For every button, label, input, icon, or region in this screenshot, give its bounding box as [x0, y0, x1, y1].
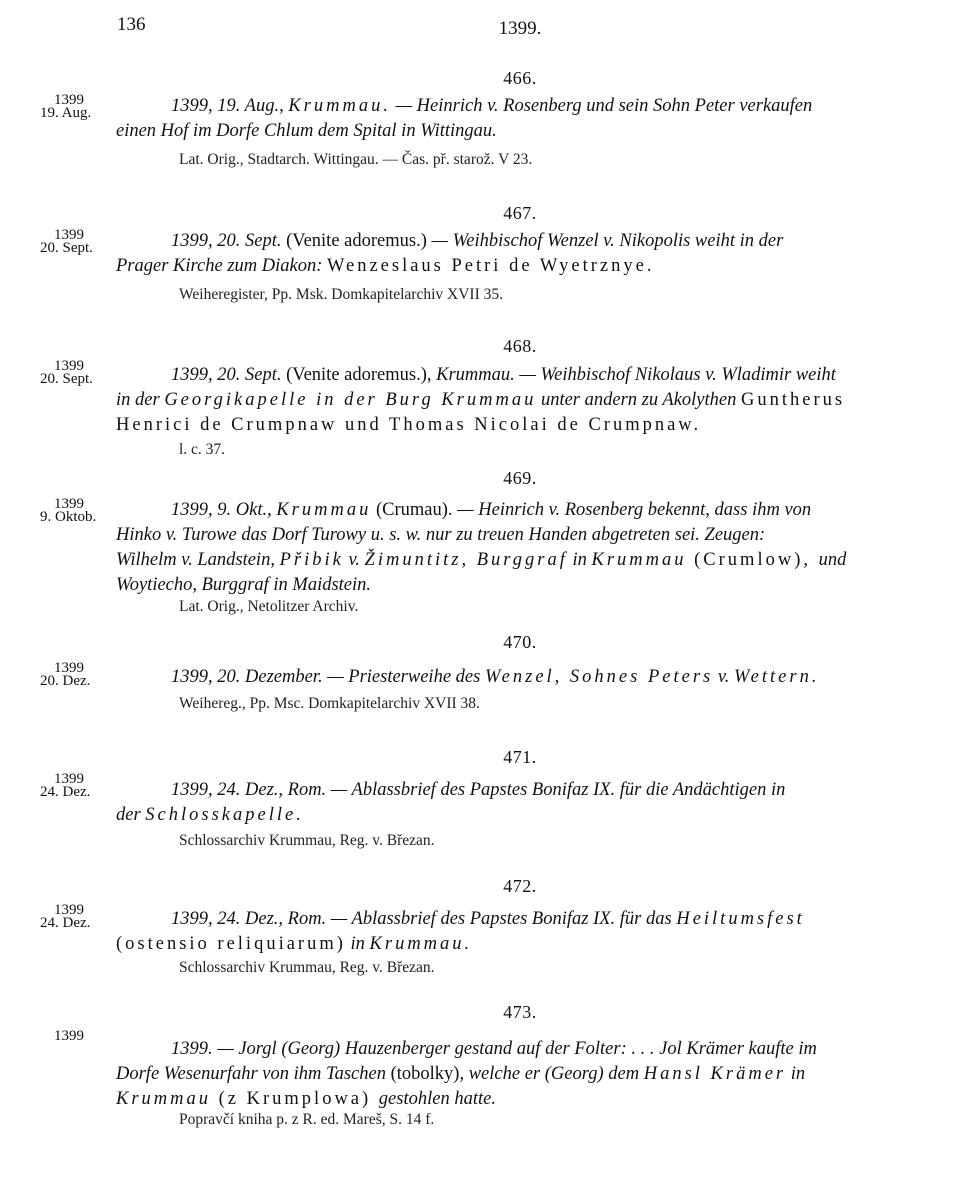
- body-line: 1399, 20. Dezember. — Priesterweihe des Wenzel, Sohnes Peters v. Wettern.: [171, 667, 820, 687]
- body-line: 1399, 20. Sept. (Venite adoremus.), Krummau. — Weihbischof Nikolaus v. Wladimir weiht: [171, 365, 836, 385]
- source-citation: Lat. Orig., Netolitzer Archiv.: [179, 598, 359, 615]
- margin-year: 1399: [54, 227, 84, 243]
- source-citation: Popravčí kniha p. z R. ed. Mareš, S. 14 f.: [179, 1111, 435, 1128]
- body-line: einen Hof im Dorfe Chlum dem Spital in Wittingau.: [116, 121, 497, 141]
- source-citation: Lat. Orig., Stadtarch. Wittingau. — Čas. př. starož. V 23.: [179, 151, 533, 168]
- body-line: Woytiecho, Burggraf in Maidstein.: [116, 575, 372, 595]
- body-line: Henrici de Crumpnaw und Thomas Nicolai de Crumpnaw.: [116, 415, 702, 435]
- body-line: Dorfe Wesenurfahr von ihm Taschen (tobolky), welche er (Georg) dem Hansl Krämer in: [116, 1064, 806, 1084]
- margin-date: [36, 1030, 108, 1043]
- entry-number: 472.: [503, 876, 537, 896]
- margin-date: [36, 229, 108, 255]
- margin-date: [36, 662, 108, 688]
- body-line: Wilhelm v. Landstein, Přibik v. Žimuntitz, Burggraf in Krummau (Crumlow), und: [116, 550, 847, 570]
- body-line: der Schlosskapelle.: [116, 805, 304, 825]
- entry-number: 467.: [503, 203, 537, 223]
- margin-date: [36, 94, 108, 120]
- margin-day: 24. Dez.: [40, 784, 91, 800]
- margin-date: [36, 498, 108, 524]
- margin-year: 1399: [54, 496, 84, 512]
- page-year-heading: 1399.: [498, 18, 542, 39]
- source-citation: l. c. 37.: [179, 441, 226, 458]
- body-line: Prager Kirche zum Diakon: Wenzeslaus Petri de Wyetrznye.: [116, 256, 655, 276]
- margin-year: 1399: [54, 660, 84, 676]
- source-citation: Schlossarchiv Krummau, Reg. v. Březan.: [179, 959, 435, 976]
- body-line: (ostensio reliquiarum) in Krummau.: [116, 934, 473, 954]
- entry-number: 471.: [503, 747, 537, 767]
- body-line: Krummau (z Krumplowa) gestohlen hatte.: [116, 1089, 496, 1109]
- margin-date: [36, 773, 108, 799]
- body-line: in der Georgikapelle in der Burg Krummau unter andern zu Akolythen Guntherus: [116, 390, 846, 410]
- margin-year: 1399: [54, 771, 84, 787]
- body-line: 1399, 20. Sept. (Venite adoremus.) — Weihbischof Wenzel v. Nikopolis weiht in der: [171, 231, 784, 251]
- body-line: 1399, 24. Dez., Rom. — Ablassbrief des Papstes Bonifaz IX. für das Heiltumsfest: [171, 909, 805, 929]
- source-citation: Weihereg., Pp. Msc. Domkapitelarchiv XVII 38.: [179, 695, 480, 712]
- body-line: Hinko v. Turowe das Dorf Turowy u. s. w. nur zu treuen Handen abgetreten sei. Zeugen:: [116, 525, 766, 545]
- entry-body: [116, 907, 910, 957]
- entry-number: 469.: [503, 468, 537, 488]
- entry-number: 468.: [503, 336, 537, 356]
- margin-day: 20. Sept.: [40, 240, 93, 256]
- margin-day: 19. Aug.: [40, 105, 92, 121]
- margin-day: 24. Dez.: [40, 915, 91, 931]
- margin-year: 1399: [54, 92, 84, 108]
- margin-day: 20. Dez.: [40, 673, 91, 689]
- entry-body: [116, 665, 910, 690]
- margin-date: [36, 360, 108, 386]
- entry-number: 473.: [503, 1002, 537, 1022]
- margin-year: 1399: [54, 1028, 84, 1044]
- entry-body: [116, 229, 910, 279]
- entry-body: [116, 94, 910, 144]
- body-line: 1399. — Jorgl (Georg) Hauzenberger gestand auf der Folter: . . . Jol Krämer kaufte im: [171, 1039, 817, 1059]
- source-citation: Weiheregister, Pp. Msk. Domkapitelarchiv XVII 35.: [179, 286, 503, 303]
- margin-year: 1399: [54, 902, 84, 918]
- entry-body: [116, 363, 910, 438]
- entry-body: [116, 778, 910, 828]
- entry-body: [116, 498, 910, 598]
- margin-day: 20. Sept.: [40, 371, 93, 387]
- body-line: 1399, 24. Dez., Rom. — Ablassbrief des Papstes Bonifaz IX. für die Andächtigen in: [171, 780, 786, 800]
- page-number: 136: [117, 14, 146, 35]
- body-line: 1399, 19. Aug., Krummau. — Heinrich v. Rosenberg und sein Sohn Peter verkaufen: [171, 96, 813, 116]
- margin-day: 9. Oktob.: [40, 509, 97, 525]
- entry-number: 466.: [503, 68, 537, 88]
- margin-year: 1399: [54, 358, 84, 374]
- margin-date: [36, 904, 108, 930]
- body-line: 1399, 9. Okt., Krummau (Crumau). — Heinrich v. Rosenberg bekennt, dass ihm von: [171, 500, 812, 520]
- entry-number: 470.: [503, 632, 537, 652]
- entry-body: [116, 1037, 910, 1112]
- source-citation: Schlossarchiv Krummau, Reg. v. Březan.: [179, 832, 435, 849]
